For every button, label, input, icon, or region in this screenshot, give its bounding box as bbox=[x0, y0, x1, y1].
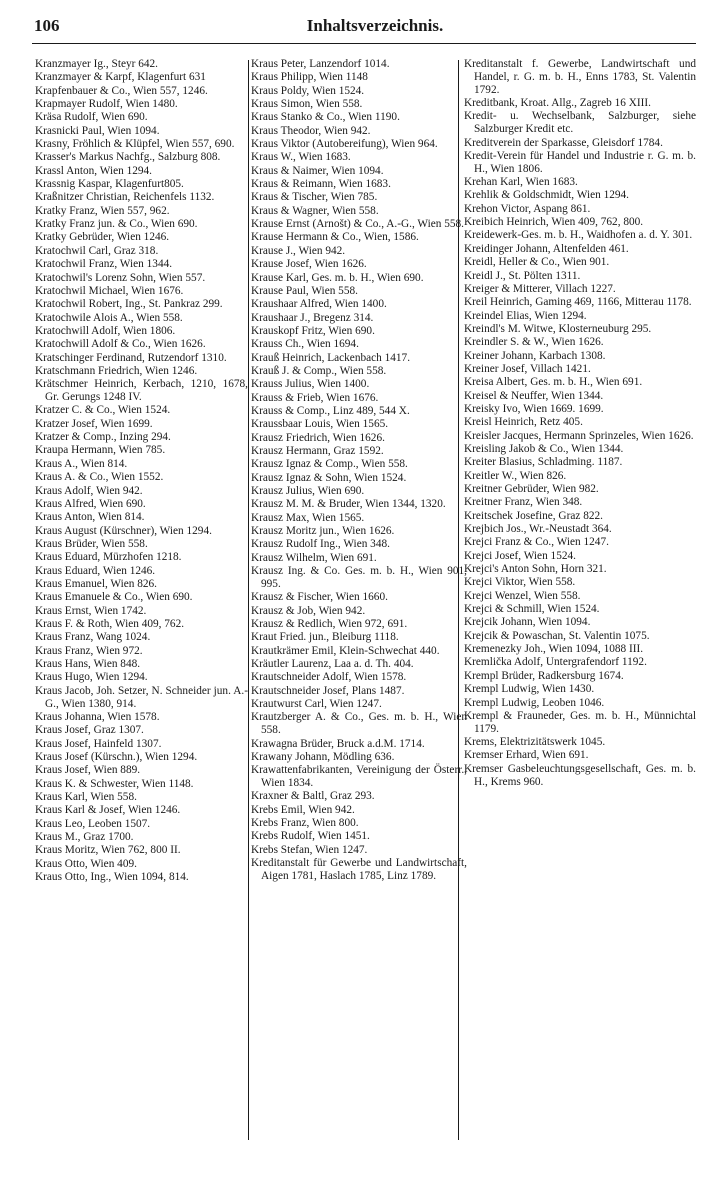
index-entry: Kraus M., Graz 1700. bbox=[35, 830, 134, 843]
index-entry: Kremser Gasbeleuchtungsgesellschaft, Ges. m. b. H., Krems 960. bbox=[464, 762, 696, 788]
index-entry: Kreditverein der Sparkasse, Gleisdorf 1784. bbox=[464, 136, 663, 149]
index-entry: Kraus A., Wien 814. bbox=[35, 457, 128, 470]
index-entry: Kratzer Josef, Wien 1699. bbox=[35, 417, 153, 430]
column-divider bbox=[248, 60, 249, 1140]
index-entry: Krauss Julius, Wien 1400. bbox=[251, 378, 370, 391]
index-entry: Kraus Anton, Wien 814. bbox=[35, 511, 145, 524]
index-entry: Krebs Rudolf, Wien 1451. bbox=[251, 830, 370, 843]
index-entry: Krejcik Johann, Wien 1094. bbox=[464, 616, 591, 629]
index-entry: Krejci & Schmill, Wien 1524. bbox=[464, 603, 600, 616]
index-entry: Kraus Eduard, Mürzhofen 1218. bbox=[35, 551, 182, 564]
index-entry: Kreil Heinrich, Gaming 469, 1166, Mitterau 1178. bbox=[464, 296, 692, 309]
index-entry: Krause Ernst (Arnošt) & Co., A.-G., Wien 558. bbox=[251, 218, 465, 231]
index-entry: Kraus A. & Co., Wien 1552. bbox=[35, 471, 164, 484]
index-entry: Kraus Karl, Wien 558. bbox=[35, 790, 137, 803]
index-entry: Kreditanstalt für Gewerbe und Landwirtschaft, Aigen 1781, Haslach 1785, Linz 1789. bbox=[251, 857, 467, 882]
index-entry: Kraus Otto, Wien 409. bbox=[35, 857, 137, 870]
index-entry: Krasnicki Paul, Wien 1094. bbox=[35, 124, 160, 137]
index-entry: Kraus Johanna, Wien 1578. bbox=[35, 710, 160, 723]
index-entry: Krapfenbauer & Co., Wien 557, 1246. bbox=[35, 84, 208, 97]
index-entry: Krausz Rudolf Ing., Wien 348. bbox=[251, 538, 390, 551]
index-entry: Kraus Adolf, Wien 942. bbox=[35, 484, 143, 497]
index-entry: Kraus Karl & Josef, Wien 1246. bbox=[35, 804, 181, 817]
index-entry: Krautschneider Adolf, Wien 1578. bbox=[251, 671, 407, 684]
index-entry: Kraus & Reimann, Wien 1683. bbox=[251, 178, 391, 191]
index-entry: Krejci Franz & Co., Wien 1247. bbox=[464, 536, 609, 549]
index-entry: Kratochwile Alois A., Wien 558. bbox=[35, 311, 183, 324]
index-entry: Krause Karl, Ges. m. b. H., Wien 690. bbox=[251, 271, 424, 284]
index-entry: Kreisling Jakob & Co., Wien 1344. bbox=[464, 442, 624, 455]
index-entry: Kraus Alfred, Wien 690. bbox=[35, 497, 146, 510]
index-entry: Kraus Peter, Lanzendorf 1014. bbox=[251, 58, 390, 70]
index-entry: Kraus Leo, Leoben 1507. bbox=[35, 817, 151, 830]
index-entry: Kraushaar J., Bregenz 314. bbox=[251, 311, 374, 324]
index-entry: Kraus & Wagner, Wien 558. bbox=[251, 204, 379, 217]
index-columns bbox=[32, 58, 696, 1162]
index-entry: Kratochwil Carl, Graz 318. bbox=[35, 244, 159, 257]
index-entry: Krawany Johann, Mödling 636. bbox=[251, 750, 395, 763]
index-entry: Krapmayer Rudolf, Wien 1480. bbox=[35, 98, 178, 111]
index-entry: Kreisa Albert, Ges. m. b. H., Wien 691. bbox=[464, 376, 643, 389]
index-entry: Kratzer & Comp., Inzing 294. bbox=[35, 431, 171, 444]
index-entry: Krawattenfabrikanten, Vereinigung der Österr., Wien 1834. bbox=[251, 764, 467, 790]
index-entry: Krejci's Anton Sohn, Horn 321. bbox=[464, 563, 607, 576]
index-entry: Krausz Hermann, Graz 1592. bbox=[251, 444, 384, 457]
index-entry: Kraushaar Alfred, Wien 1400. bbox=[251, 298, 387, 311]
index-entry: Kratochwill Adolf & Co., Wien 1626. bbox=[35, 338, 206, 351]
index-entry: Kraus Viktor (Autobereifung), Wien 964. bbox=[251, 138, 438, 151]
index-entry: Kräsa Rudolf, Wien 690. bbox=[35, 111, 148, 124]
index-entry: Kreitner Gebrüder, Wien 982. bbox=[464, 483, 599, 495]
index-entry: Kranzmayer Ig., Steyr 642. bbox=[35, 58, 158, 70]
index-entry: Kreiger & Mitterer, Villach 1227. bbox=[464, 282, 616, 295]
index-entry: Kraut Fried. jun., Bleiburg 1118. bbox=[251, 631, 399, 644]
index-entry: Krausz Julius, Wien 690. bbox=[251, 485, 365, 497]
index-entry: Kratky Gebrüder, Wien 1246. bbox=[35, 231, 170, 244]
index-entry: Krebs Franz, Wien 800. bbox=[251, 817, 359, 830]
index-entry: Krautwurst Carl, Wien 1247. bbox=[251, 698, 382, 710]
index-entry: Kremenezky Joh., Wien 1094, 1088 III. bbox=[464, 643, 644, 656]
index-entry: Krautschneider Josef, Plans 1487. bbox=[251, 684, 405, 697]
index-entry: Krause Hermann & Co., Wien, 1586. bbox=[251, 231, 419, 244]
index-entry: Kreditbank, Kroat. Allg., Zagreb 16 XIII. bbox=[464, 97, 651, 110]
index-entry: Kranzmayer & Karpf, Klagenfurt 631 bbox=[35, 71, 206, 84]
index-entry: Kratzer C. & Co., Wien 1524. bbox=[35, 404, 171, 417]
index-entry: Kraussbaar Louis, Wien 1565. bbox=[251, 418, 389, 431]
index-entry: Kraus Stanko & Co., Wien 1190. bbox=[251, 111, 400, 124]
index-entry: Kreindel Elias, Wien 1294. bbox=[464, 309, 587, 322]
index-entry: Kreisl Heinrich, Retz 405. bbox=[464, 416, 583, 429]
page-number: 106 bbox=[34, 16, 60, 35]
index-entry: Kraus & Naimer, Wien 1094. bbox=[251, 164, 384, 177]
index-entry: Kratochwill Adolf, Wien 1806. bbox=[35, 324, 176, 337]
index-entry: Kraus Simon, Wien 558. bbox=[251, 98, 363, 111]
index-entry: Kratschmann Friedrich, Wien 1246. bbox=[35, 364, 198, 377]
index-entry: Kraus & Tischer, Wien 785. bbox=[251, 191, 378, 204]
index-entry: Kraus K. & Schwester, Wien 1148. bbox=[35, 777, 194, 790]
index-entry: Krehlik & Goldschmidt, Wien 1294. bbox=[464, 189, 630, 202]
index-entry: Krausz Ignaz & Comp., Wien 558. bbox=[251, 458, 408, 471]
index-entry: Kraus F. & Roth, Wien 409, 762. bbox=[35, 617, 185, 630]
index-entry: Kreibich Heinrich, Wien 409, 762, 800. bbox=[464, 216, 644, 229]
index-entry: Kraus Josef (Kürschn.), Wien 1294. bbox=[35, 750, 198, 763]
index-entry: Krassl Anton, Wien 1294. bbox=[35, 164, 153, 177]
index-entry: Krassnig Kaspar, Klagenfurt805. bbox=[35, 178, 184, 191]
index-entry: Krejci Josef, Wien 1524. bbox=[464, 549, 576, 562]
index-entry: Kraus Josef, Graz 1307. bbox=[35, 724, 144, 737]
index-entry: Kraupa Hermann, Wien 785. bbox=[35, 444, 166, 457]
index-column-1 bbox=[35, 58, 248, 1162]
index-entry: Krauß Heinrich, Lackenbach 1417. bbox=[251, 351, 411, 364]
index-entry: Krausz Max, Wien 1565. bbox=[251, 511, 365, 524]
index-entry: Krebs Stefan, Wien 1247. bbox=[251, 843, 368, 856]
index-entry: Kraus Franz, Wang 1024. bbox=[35, 631, 151, 644]
index-entry: Krausz & Job, Wien 942. bbox=[251, 604, 366, 617]
index-entry: Kreiner Johann, Karbach 1308. bbox=[464, 349, 606, 362]
index-entry: Krempl Ludwig, Wien 1430. bbox=[464, 683, 595, 696]
index-entry: Krauss Ch., Wien 1694. bbox=[251, 338, 359, 351]
index-entry: Kreidewerk-Ges. m. b. H., Waidhofen a. d. Y. 301. bbox=[464, 229, 693, 242]
index-entry: Krauskopf Fritz, Wien 690. bbox=[251, 324, 375, 337]
index-entry: Kraus Jacob, Joh. Setzer, N. Schneider jun. A.-G., Wien 1380, 914. bbox=[35, 684, 248, 710]
index-entry: Kratochwil Franz, Wien 1344. bbox=[35, 258, 173, 271]
index-entry: Kraus August (Kürschner), Wien 1294. bbox=[35, 524, 212, 537]
index-entry: Kreiner Josef, Villach 1421. bbox=[464, 362, 591, 375]
index-entry: Krempl & Frauneder, Ges. m. b. H., Münnichtal 1179. bbox=[464, 709, 696, 735]
index-entry: Krausz Ing. & Co. Ges. m. b. H., Wien 901, 995. bbox=[251, 565, 467, 590]
index-entry: Kredit- u. Wechselbank, Salzburger, siehe Salzburger Kredit etc. bbox=[464, 110, 696, 136]
index-entry: Kreitner Franz, Wien 348. bbox=[464, 496, 583, 509]
index-entry: Krausz & Fischer, Wien 1660. bbox=[251, 591, 388, 604]
index-entry: Krempl Brüder, Radkersburg 1674. bbox=[464, 669, 624, 682]
header-rule bbox=[32, 43, 696, 44]
index-entry: Krause Josef, Wien 1626. bbox=[251, 258, 367, 271]
index-entry: Kraus Emanuele & Co., Wien 690. bbox=[35, 591, 193, 604]
index-entry: Kraus Ernst, Wien 1742. bbox=[35, 604, 147, 617]
index-entry: Krebs Emil, Wien 942. bbox=[251, 803, 355, 816]
index-entry: Kreidinger Johann, Altenfelden 461. bbox=[464, 242, 629, 255]
index-entry: Kreitler W., Wien 826. bbox=[464, 469, 567, 482]
index-entry: Kratochwil Robert, Ing., St. Pankraz 299. bbox=[35, 298, 223, 311]
index-column-2 bbox=[251, 58, 467, 1162]
index-entry: Kremlička Adolf, Untergrafendorf 1192. bbox=[464, 656, 647, 669]
index-entry: Kräutler Laurenz, Laa a. d. Th. 404. bbox=[251, 657, 414, 670]
index-entry: Kraus Josef, Wien 889. bbox=[35, 764, 141, 777]
index-entry: Kratschinger Ferdinand, Rutzendorf 1310. bbox=[35, 351, 227, 364]
index-entry: Kraßnitzer Christian, Reichenfels 1132. bbox=[35, 191, 215, 204]
index-entry: Kreidl, Heller & Co., Wien 901. bbox=[464, 256, 610, 269]
index-entry: Kraus Philipp, Wien 1148 bbox=[251, 71, 368, 84]
index-entry: Kraus Eduard, Wien 1246. bbox=[35, 564, 156, 577]
index-entry: Krautkrämer Emil, Klein-Schwechat 440. bbox=[251, 644, 440, 657]
index-entry: Kraus Franz, Wien 972. bbox=[35, 644, 143, 657]
index-entry: Krauss & Comp., Linz 489, 544 X. bbox=[251, 404, 410, 417]
index-entry: Kreisky Ivo, Wien 1669. 1699. bbox=[464, 402, 604, 415]
index-entry: Krejci Viktor, Wien 558. bbox=[464, 576, 576, 589]
index-entry: Krehon Victor, Aspang 861. bbox=[464, 202, 591, 215]
index-entry: Krautzberger A. & Co., Ges. m. b. H., Wien 558. bbox=[251, 711, 467, 737]
index-entry: Krausz Friedrich, Wien 1626. bbox=[251, 431, 385, 444]
index-entry: Kraus W., Wien 1683. bbox=[251, 151, 351, 164]
index-entry: Kraus Brüder, Wien 558. bbox=[35, 537, 148, 550]
index-entry: Krejci Wenzel, Wien 558. bbox=[464, 589, 581, 602]
index-entry: Kratochwil's Lorenz Sohn, Wien 557. bbox=[35, 271, 206, 284]
index-entry: Krausz Ignaz & Sohn, Wien 1524. bbox=[251, 471, 407, 484]
index-entry: Kreisel & Neuffer, Wien 1344. bbox=[464, 389, 604, 402]
index-entry: Kreindler S. & W., Wien 1626. bbox=[464, 336, 604, 349]
index-entry: Kratky Franz jun. & Co., Wien 690. bbox=[35, 218, 198, 231]
index-entry: Krausz Wilhelm, Wien 691. bbox=[251, 551, 377, 564]
index-entry: Krausz & Redlich, Wien 972, 691. bbox=[251, 617, 408, 630]
index-entry: Kreisler Jacques, Hermann Sprinzeles, Wien 1626. bbox=[464, 429, 694, 442]
index-entry: Kreidl J., St. Pölten 1311. bbox=[464, 269, 581, 282]
index-entry: Krauß J. & Comp., Wien 558. bbox=[251, 364, 387, 377]
index-entry: Krasser's Markus Nachfg., Salzburg 808. bbox=[35, 151, 221, 164]
index-entry: Kraus Hugo, Wien 1294. bbox=[35, 671, 148, 684]
index-entry: Kratky Franz, Wien 557, 962. bbox=[35, 204, 170, 217]
index-entry: Krehan Karl, Wien 1683. bbox=[464, 176, 578, 189]
index-entry: Krausz M. M. & Bruder, Wien 1344, 1320. bbox=[251, 498, 446, 511]
index-entry: Kreditanstalt f. Gewerbe, Landwirtschaft und Handel, r. G. m. b. H., Enns 1783, St. Valentin 1792. bbox=[464, 58, 696, 96]
index-entry: Kraus Josef, Hainfeld 1307. bbox=[35, 737, 162, 750]
index-entry: Krause Paul, Wien 558. bbox=[251, 284, 358, 297]
index-entry: Krasny, Fröhlich & Klüpfel, Wien 557, 690. bbox=[35, 138, 235, 151]
index-entry: Kraus Moritz, Wien 762, 800 II. bbox=[35, 844, 181, 857]
index-entry: Kredit-Verein für Handel und Industrie r. G. m. b. H., Wien 1806. bbox=[464, 149, 696, 175]
index-column-3 bbox=[464, 58, 696, 1162]
index-entry: Kreiter Blasius, Schladming. 1187. bbox=[464, 456, 623, 469]
index-entry: Krätschmer Heinrich, Kerbach, 1210, 1678, Gr. Gerungs 1248 IV. bbox=[35, 378, 248, 404]
index-entry: Kraus Otto, Ing., Wien 1094, 814. bbox=[35, 870, 189, 883]
index-entry: Krejcik & Powaschan, St. Valentin 1075. bbox=[464, 629, 650, 642]
index-entry: Krawagna Brüder, Bruck a.d.M. 1714. bbox=[251, 737, 425, 750]
index-entry: Krauss & Frieb, Wien 1676. bbox=[251, 391, 379, 404]
column-divider bbox=[458, 60, 459, 1140]
index-entry: Krejbich Jos., Wr.-Neustadt 364. bbox=[464, 523, 612, 536]
index-entry: Krems, Elektrizitätswerk 1045. bbox=[464, 736, 606, 749]
index-entry: Kraus Poldy, Wien 1524. bbox=[251, 84, 365, 97]
index-entry: Krempl Ludwig, Leoben 1046. bbox=[464, 696, 605, 709]
index-entry: Kreindl's M. Witwe, Klosterneuburg 295. bbox=[464, 322, 652, 335]
index-entry: Kratochwil Michael, Wien 1676. bbox=[35, 284, 184, 297]
page-title: Inhaltsverzeichnis. bbox=[306, 16, 444, 35]
index-entry: Krause J., Wien 942. bbox=[251, 244, 346, 257]
index-entry: Kraus Hans, Wien 848. bbox=[35, 657, 141, 670]
index-entry: Kraus Theodor, Wien 942. bbox=[251, 124, 371, 137]
index-entry: Kraus Emanuel, Wien 826. bbox=[35, 577, 158, 590]
index-entry: Kraxner & Baltl, Graz 293. bbox=[251, 790, 375, 803]
index-entry: Kreitschek Josefine, Graz 822. bbox=[464, 509, 603, 522]
index-entry: Kremser Erhard, Wien 691. bbox=[464, 749, 589, 762]
index-entry: Krausz Moritz jun., Wien 1626. bbox=[251, 525, 395, 538]
